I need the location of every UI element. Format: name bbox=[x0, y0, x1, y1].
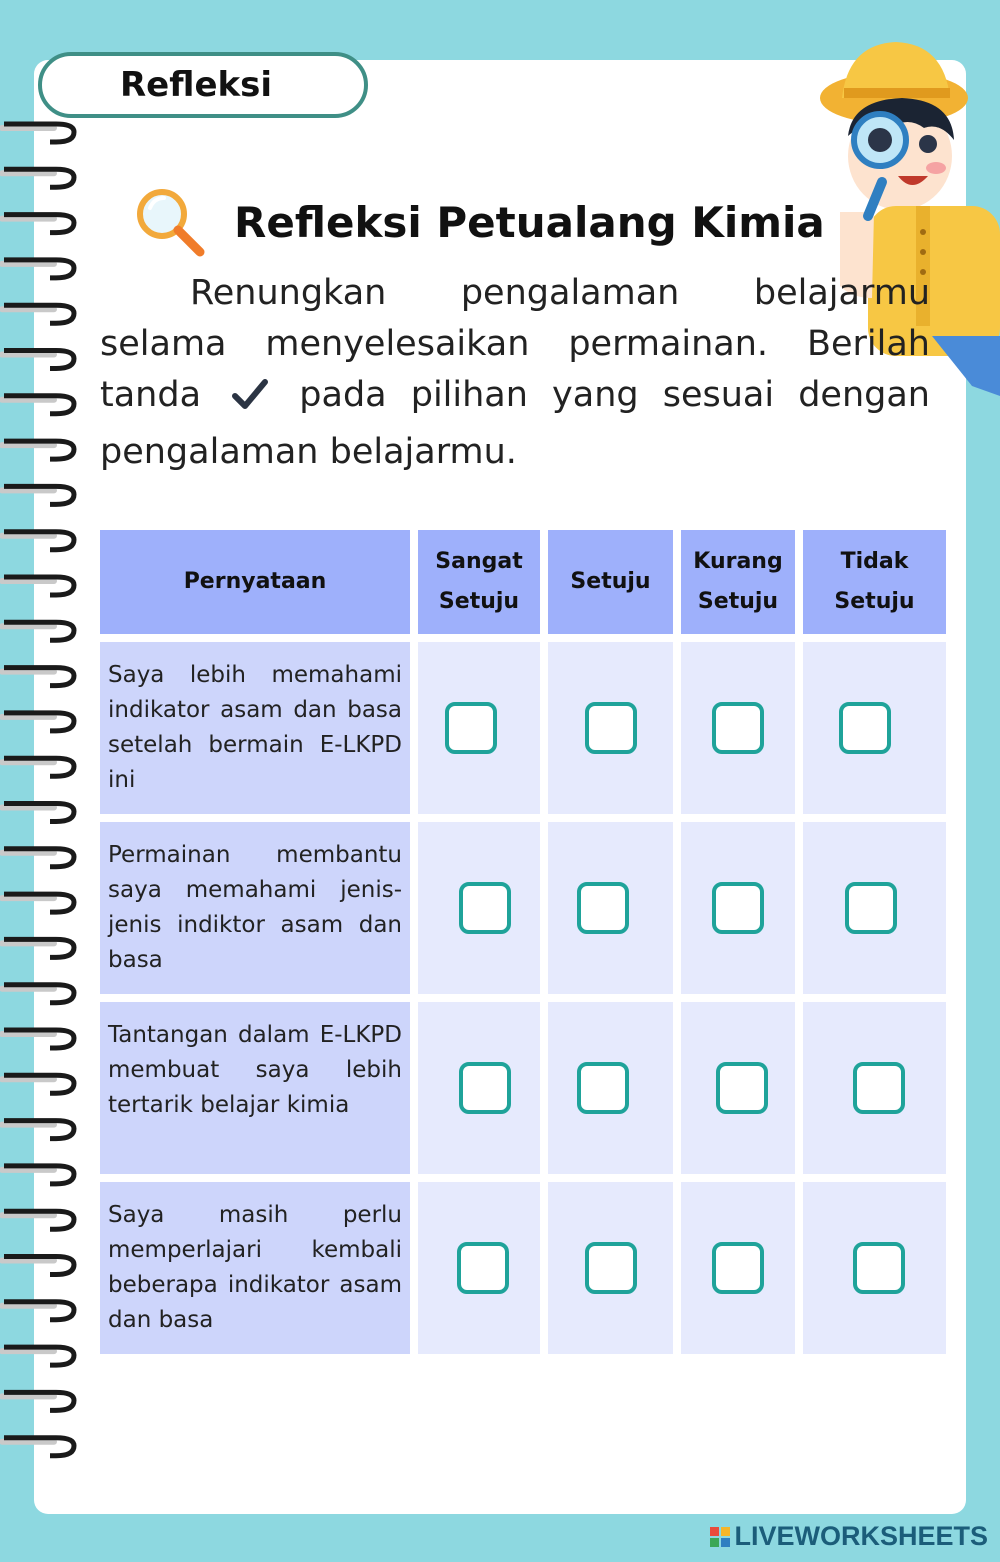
choice-cell bbox=[548, 1002, 673, 1174]
checkbox-tidak-setuju[interactable] bbox=[845, 882, 897, 934]
checkbox-tidak-setuju[interactable] bbox=[853, 1242, 905, 1294]
checkbox-tidak-setuju[interactable] bbox=[839, 702, 891, 754]
choice-cell bbox=[548, 822, 673, 994]
title-row bbox=[134, 186, 825, 258]
header-setuju-label: Setuju bbox=[570, 569, 651, 594]
reflection-table bbox=[100, 530, 946, 1362]
spiral-binding bbox=[0, 108, 86, 1478]
choice-cell bbox=[548, 642, 673, 814]
section-tab-label: Refleksi bbox=[120, 65, 273, 105]
header-pernyataan-label: Pernyataan bbox=[183, 569, 327, 594]
checkbox-sangat-setuju[interactable] bbox=[459, 1062, 511, 1114]
table-header-row bbox=[100, 530, 946, 634]
choice-cell bbox=[681, 642, 795, 814]
statement-cell: Tantangan dalam E-LKPD membuat saya lebih tertarik belajar kimia bbox=[100, 1002, 410, 1174]
choice-cell bbox=[681, 1002, 795, 1174]
instructions-text-part2: pada pilihan yang sesuai dengan pengalaman belajarmu. bbox=[100, 375, 930, 472]
choice-cell bbox=[803, 822, 946, 994]
checkmark-icon bbox=[231, 376, 269, 427]
checkbox-kurang-setuju[interactable] bbox=[716, 1062, 768, 1114]
checkbox-kurang-setuju[interactable] bbox=[712, 882, 764, 934]
footer-brand bbox=[710, 1521, 988, 1552]
header-kurang-setuju-line2: Setuju bbox=[697, 589, 779, 614]
header-sangat-setuju bbox=[418, 530, 540, 634]
choice-cell bbox=[681, 822, 795, 994]
checkbox-setuju[interactable] bbox=[577, 1062, 629, 1114]
table-row bbox=[100, 1182, 946, 1354]
checkbox-sangat-setuju[interactable] bbox=[445, 702, 497, 754]
header-sangat-setuju-line2: Setuju bbox=[438, 589, 520, 614]
checkbox-kurang-setuju[interactable] bbox=[712, 1242, 764, 1294]
header-sangat-setuju-line1: Sangat bbox=[435, 549, 523, 574]
liveworksheets-logo-icon bbox=[710, 1527, 730, 1547]
choice-cell bbox=[803, 642, 946, 814]
checkbox-tidak-setuju[interactable] bbox=[853, 1062, 905, 1114]
statement-cell: Saya lebih memahami indikator asam dan basa setelah bermain E-LKPD ini bbox=[100, 642, 410, 814]
footer-brand-text: LIVEWORKSHEETS bbox=[734, 1521, 988, 1551]
checkbox-setuju[interactable] bbox=[585, 702, 637, 754]
checkbox-sangat-setuju[interactable] bbox=[459, 882, 511, 934]
magnifier-icon bbox=[134, 186, 206, 258]
header-kurang-setuju bbox=[681, 530, 795, 634]
choice-cell bbox=[418, 1002, 540, 1174]
instructions bbox=[100, 268, 930, 478]
section-tab bbox=[38, 52, 368, 118]
header-tidak-setuju-line1: Tidak bbox=[840, 549, 909, 574]
header-setuju bbox=[548, 530, 673, 634]
table-row bbox=[100, 822, 946, 994]
choice-cell bbox=[803, 1002, 946, 1174]
header-pernyataan bbox=[100, 530, 410, 634]
header-kurang-setuju-line1: Kurang bbox=[693, 549, 783, 574]
choice-cell bbox=[418, 1182, 540, 1354]
instructions-text-part1: Renungkan pengalaman belajarmu selama menyelesaikan permainan. Berilah tanda bbox=[100, 273, 930, 415]
statement-cell: Saya masih perlu memperlajari kembali beberapa indikator asam dan basa bbox=[100, 1182, 410, 1354]
choice-cell bbox=[681, 1182, 795, 1354]
choice-cell bbox=[418, 642, 540, 814]
statement-cell: Permainan membantu saya memahami jenis-jenis indiktor asam dan basa bbox=[100, 822, 410, 994]
choice-cell bbox=[548, 1182, 673, 1354]
choice-cell bbox=[803, 1182, 946, 1354]
choice-cell bbox=[418, 822, 540, 994]
table-row bbox=[100, 1002, 946, 1174]
checkbox-setuju[interactable] bbox=[585, 1242, 637, 1294]
checkbox-setuju[interactable] bbox=[577, 882, 629, 934]
page-title: Refleksi Petualang Kimia bbox=[234, 197, 825, 247]
checkbox-sangat-setuju[interactable] bbox=[457, 1242, 509, 1294]
checkbox-kurang-setuju[interactable] bbox=[712, 702, 764, 754]
header-tidak-setuju bbox=[803, 530, 946, 634]
table-row bbox=[100, 642, 946, 814]
header-tidak-setuju-line2: Setuju bbox=[834, 589, 915, 614]
